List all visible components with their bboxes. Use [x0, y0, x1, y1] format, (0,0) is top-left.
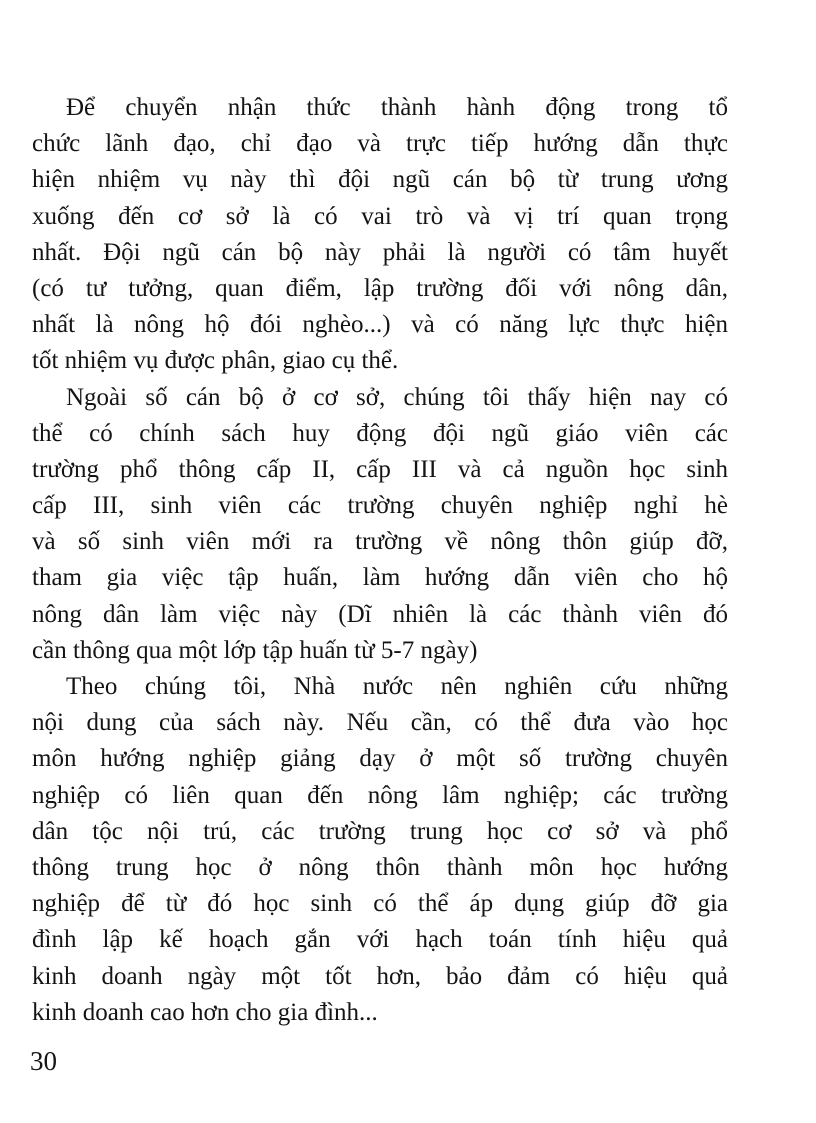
- text-line: nội dung của sách này. Nếu cần, có thể đưa vào học: [32, 709, 728, 737]
- text-line: thể có chính sách huy động đội ngũ giáo viên các: [32, 419, 728, 447]
- text-line: kinh doanh cao hơn cho gia đình...: [32, 998, 378, 1026]
- text-line: môn hướng nghiệp giảng dạy ở một số trường chuyên: [32, 745, 728, 773]
- paragraph-1: [32, 90, 728, 380]
- page-body: [32, 90, 728, 1031]
- text-line: hiện nhiệm vụ này thì đội ngũ cán bộ từ trung ương: [32, 166, 728, 194]
- text-line: tốt nhiệm vụ được phân, giao cụ thể.: [32, 347, 399, 375]
- text-line: nông dân làm việc này (Dĩ nhiên là các thành viên đó: [32, 600, 728, 628]
- text-line: nhất. Đội ngũ cán bộ này phải là người có tâm huyết: [32, 238, 728, 266]
- text-line: kinh doanh ngày một tốt hơn, bảo đảm có hiệu quả: [32, 962, 728, 990]
- text-line: nhất là nông hộ đói nghèo...) và có năng lực thực hiện: [32, 311, 728, 339]
- page-number: 30: [30, 1046, 57, 1076]
- text-line: thông trung học ở nông thôn thành môn học hướng: [32, 853, 728, 881]
- paragraph-2: [32, 380, 728, 670]
- text-line: xuống đến cơ sở là có vai trò và vị trí quan trọng: [32, 202, 728, 230]
- text-line: dân tộc nội trú, các trường trung học cơ sở và phổ: [32, 817, 728, 845]
- text-line: Để chuyển nhận thức thành hành động trong tổ: [66, 94, 728, 121]
- text-line: trường phổ thông cấp II, cấp III và cả nguồn học sinh: [32, 455, 728, 483]
- text-line: nghiệp có liên quan đến nông lâm nghiệp; các trường: [32, 781, 728, 809]
- text-line: tham gia việc tập huấn, làm hướng dẫn viên cho hộ: [32, 564, 728, 592]
- text-line: và số sinh viên mới ra trường về nông thôn giúp đỡ,: [32, 528, 728, 556]
- text-line: cấp III, sinh viên các trường chuyên nghiệp nghỉ hè: [32, 492, 728, 520]
- text-line: Ngoài số cán bộ ở cơ sở, chúng tôi thấy hiện nay có: [66, 383, 728, 411]
- text-line: (có tư tưởng, quan điểm, lập trường đối với nông dân,: [32, 274, 728, 302]
- text-line: nghiệp để từ đó học sinh có thể áp dụng giúp đỡ gia: [32, 890, 728, 918]
- text-line: chức lãnh đạo, chỉ đạo và trực tiếp hướng dẫn thực: [32, 130, 728, 158]
- text-line: Theo chúng tôi, Nhà nước nên nghiên cứu những: [66, 673, 728, 700]
- paragraph-3: [32, 669, 728, 1031]
- text-line: cần thông qua một lớp tập huấn từ 5-7 ngày): [32, 636, 478, 664]
- text-line: đình lập kế hoạch gắn với hạch toán tính hiệu quả: [32, 926, 728, 954]
